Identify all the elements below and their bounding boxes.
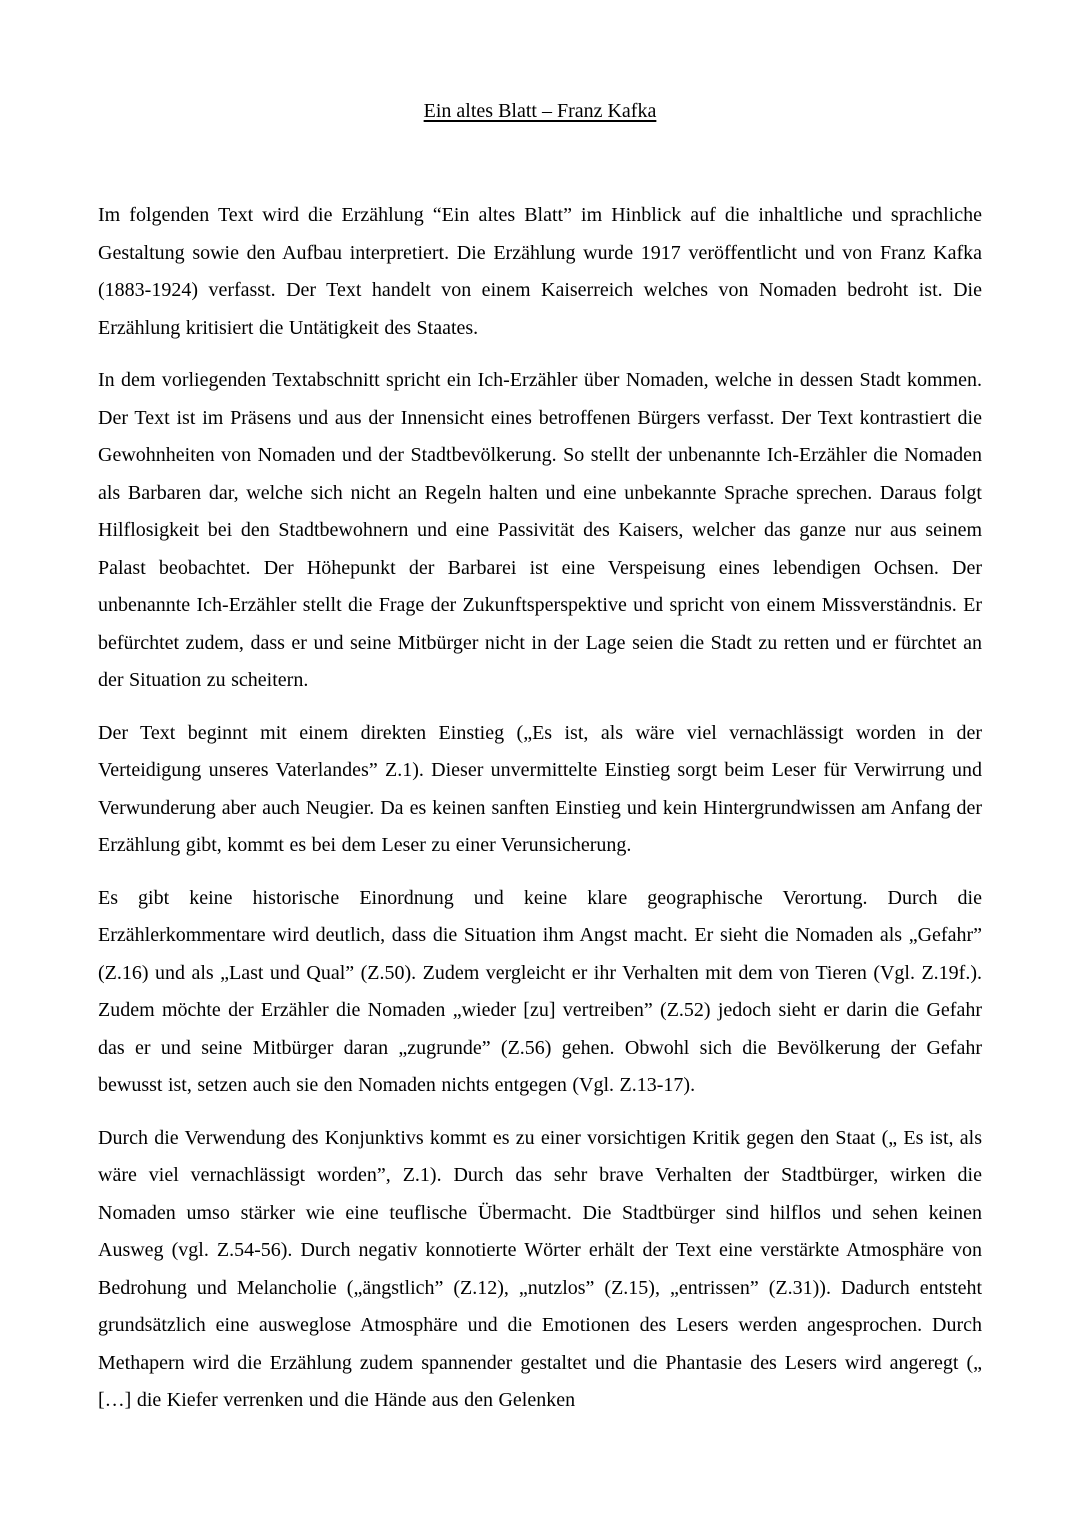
- paragraph-summary: In dem vorliegenden Textabschnitt spricht ein Ich-Erzähler über Nomaden, welche in dessen Stadt kommen. Der Text ist im Präsens und aus der Innensicht eines betroffenen Bürgers verfasst. Der Text kontrastiert die Gewohnheiten von Nomaden und der Stadtbevölkerung. So stellt der unbenannte Ich-Erzähler die Nomaden als Barbaren dar, welche sich nicht an Regeln halten und eine unbekannte Sprache sprechen. Daraus folgt Hilflosigkeit bei den Stadtbewohnern und eine Passivität des Kaisers, welcher das ganze nur aus seinem Palast beobachtet. Der Höhepunkt der Barbarei ist eine Verspeisung eines lebendigen Ochsen. Der unbenannte Ich-Erzähler stellt die Frage der Zukunftsperspektive und spricht von einem Missverständnis. Er befürchtet zudem, dass er und seine Mitbürger nicht in der Lage seien die Stadt zu retten und er fürchtet an der Situation zu scheitern.: [98, 369, 982, 691]
- paragraph-language-analysis: Durch die Verwendung des Konjunktivs kommt es zu einer vorsichtigen Kritik gegen den Staat („ Es ist, als wäre viel vernachlässigt worden”, Z.1). Durch das sehr brave Verhalten der Stadtbürger, wirken die Nomaden umso stärker wie eine teuflische Übermacht. Die Stadtbürger sind hilflos und sehen keinen Ausweg (vgl. Z.54-56). Durch negativ konnotierte Wörter erhält der Text eine verstärkte Atmosphäre von Bedrohung und Melancholie („ängstlich” (Z.12), „nutzlos” (Z.15), „entrissen” (Z.31)). Dadurch entsteht grundsätzlich eine ausweglose Atmosphäre und die Emotionen des Lesers werden angesprochen. Durch Methapern wird die Erzählung zudem spannender gestaltet und die Phantasie des Lesers wird angeregt („ […] die Kiefer verrenken und die Hände aus den Gelenken: [98, 1126, 982, 1411]
- paragraph-introduction: Im folgenden Text wird die Erzählung “Ein altes Blatt” im Hinblick auf die inhaltliche und sprachliche Gestaltung sowie den Aufbau interpretiert. Die Erzählung wurde 1917 veröffentlicht und von Franz Kafka (1883-1924) verfasst. Der Text handelt von einem Kaiserreich welches von Nomaden bedroht ist. Die Erzählung kritisiert die Untätigkeit des Staates.: [98, 204, 982, 339]
- paragraph-narrator-analysis: Es gibt keine historische Einordnung und keine klare geographische Verortung. Durch die Erzählerkommentare wird deutlich, dass die Situation ihm Angst macht. Er sieht die Nomaden als „Gefahr” (Z.16) und als „Last und Qual” (Z.50). Zudem vergleicht er ihr Verhalten mit dem von Tieren (Vgl. Z.19f.). Zudem möchte der Erzähler die Nomaden „wieder [zu] vertreiben” (Z.52) jedoch sieht er darin die Gefahr das er und seine Mitbürger daran „zugrunde” (Z.56) gehen. Obwohl sich die Bevölkerung der Gefahr bewusst ist, setzen auch sie den Nomaden nichts entgegen (Vgl. Z.13-17).: [98, 886, 982, 1096]
- document-title: Ein altes Blatt – Franz Kafka: [423, 100, 657, 122]
- paragraph-opening-analysis: Der Text beginnt mit einem direkten Einstieg („Es ist, als wäre viel vernachlässigt worden in der Verteidigung unseres Vaterlandes” Z.1). Dieser unvermittelte Einstieg sorgt beim Leser für Verwirrung und Verwunderung aber auch Neugier. Da es keinen sanften Einstieg und kein Hintergrundwissen am Anfang der Erzählung gibt, kommt es bei dem Leser zu einer Verunsicherung.: [98, 721, 982, 856]
- document-body: [98, 197, 982, 1435]
